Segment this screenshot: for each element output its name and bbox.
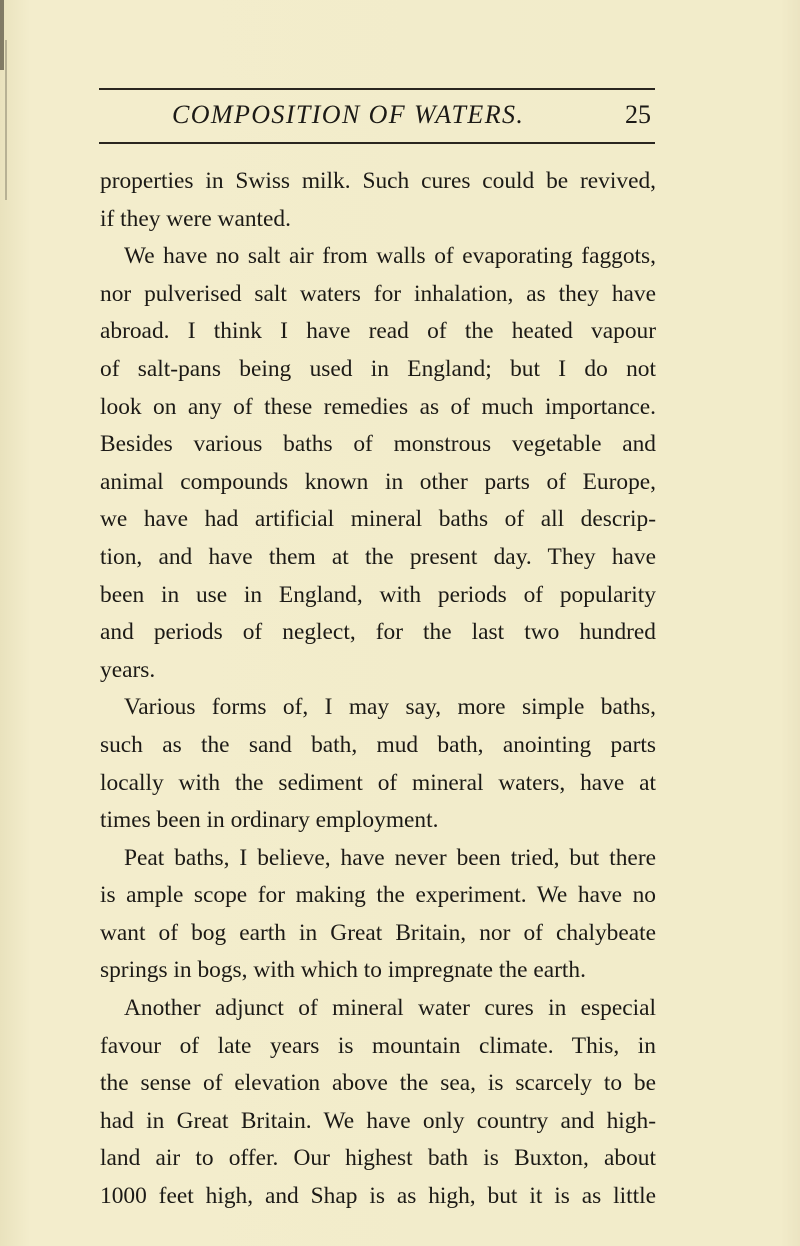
text-line: 1000 feet high, and Shap is as high, but it is as little: [100, 1183, 656, 1210]
text-line: and periods of neglect, for the last two hundred: [100, 619, 656, 646]
spine-edge-mark: [5, 40, 7, 200]
page-number: 25: [625, 100, 651, 129]
spine-edge-mark: [0, 0, 4, 70]
header-rule-bottom: [99, 142, 655, 144]
text-line: is ample scope for making the experiment. We have no: [100, 882, 656, 909]
text-line: if they were wanted.: [100, 205, 291, 232]
text-line: Another adjunct of mineral water cures in especial: [124, 995, 656, 1022]
text-line: We have no salt air from walls of evaporating faggots,: [124, 243, 656, 270]
text-line: Peat baths, I believe, have never been tried, but there: [124, 844, 656, 871]
text-line: had in Great Britain. We have only country and high-: [100, 1107, 656, 1134]
text-line: of salt-pans being used in England; but I do not: [100, 355, 656, 382]
text-line: years.: [100, 656, 156, 683]
text-line: Various forms of, I may say, more simple baths,: [124, 694, 656, 721]
text-line: such as the sand bath, mud bath, anointing parts: [100, 731, 656, 758]
text-line: times been in ordinary employment.: [100, 807, 439, 834]
body-text: [100, 163, 656, 1216]
text-line: been in use in England, with periods of popularity: [100, 581, 656, 608]
text-line: properties in Swiss milk. Such cures could be revived,: [100, 168, 656, 194]
running-head-title: COMPOSITION OF WATERS.: [172, 100, 525, 129]
text-line: favour of late years is mountain climate. This, in: [100, 1032, 656, 1059]
text-line: tion, and have them at the present day. They have: [100, 543, 656, 570]
text-line: the sense of elevation above the sea, is scarcely to be: [100, 1070, 656, 1097]
text-line: springs in bogs, with which to impregnate the earth.: [100, 957, 586, 984]
text-line: locally with the sediment of mineral waters, have at: [100, 769, 656, 796]
text-line: we have had artificial mineral baths of all descrip-: [100, 506, 656, 533]
text-line: nor pulverised salt waters for inhalation, as they have: [100, 280, 656, 307]
text-line: abroad. I think I have read of the heated vapour: [100, 318, 656, 345]
text-line: want of bog earth in Great Britain, nor of chalybeate: [100, 919, 656, 946]
text-line: look on any of these remedies as of much importance.: [100, 393, 656, 420]
text-line: land air to offer. Our highest bath is Buxton, about: [100, 1145, 656, 1172]
text-line: Besides various baths of monstrous vegetable and: [100, 431, 656, 458]
text-line: animal compounds known in other parts of Europe,: [100, 468, 656, 495]
header-rule-top: [99, 88, 655, 90]
